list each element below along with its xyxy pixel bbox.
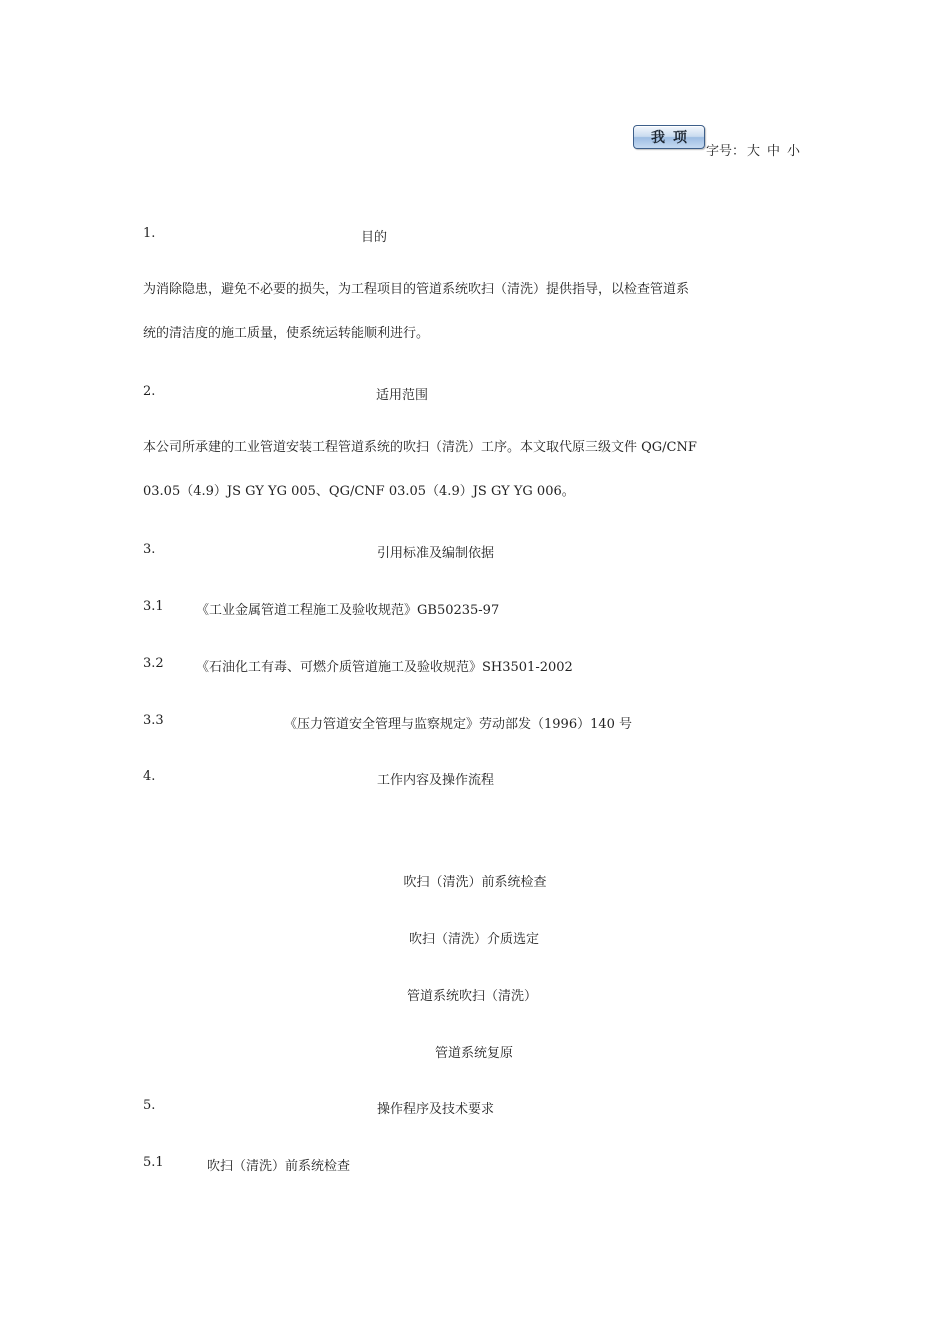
toolbar-button[interactable] <box>633 125 705 149</box>
section-2-paragraph <box>143 426 808 514</box>
paragraph-line: 统的清洁度的施工质量，使系统运转能顺利进行。 <box>143 326 430 341</box>
section-4-number: 4. <box>143 769 156 784</box>
section-1-number: 1. <box>143 226 156 241</box>
font-size-small-link[interactable]: 小 <box>787 144 801 159</box>
section-1-paragraph <box>143 268 808 356</box>
section-5-number: 5. <box>143 1098 156 1113</box>
section-3-1-number: 3.1 <box>143 599 164 614</box>
font-size-medium-link[interactable]: 中 <box>767 144 781 159</box>
section-2-number: 2. <box>143 384 156 399</box>
toolbar-button-char-2: 项 <box>673 130 687 146</box>
font-size-label: 字号： <box>706 144 746 159</box>
flow-step-4: 管道系统复原 <box>434 1046 514 1061</box>
flow-step-3: 管道系统吹扫（清洗） <box>406 989 538 1004</box>
paragraph-line: 03.05（4.9）JS GY YG 005、QG/CNF 03.05（4.9）JS GY YG 006。 <box>143 484 575 499</box>
paragraph-line: 本公司所承建的工业管道安装工程管道系统的吹扫（清洗）工序。本文取代原三级文件 QG/CNF <box>143 440 697 455</box>
section-3-2-number: 3.2 <box>143 656 164 671</box>
toolbar-button-char-1: 我 <box>651 130 665 146</box>
font-size-large-link[interactable]: 大 <box>747 144 761 159</box>
flow-step-1: 吹扫（清洗）前系统检查 <box>403 875 547 890</box>
section-2-title: 适用范围 <box>376 388 429 403</box>
flow-step-2: 吹扫（清洗）介质选定 <box>408 932 540 947</box>
font-size-control <box>706 140 807 159</box>
section-5-1-text: 吹扫（清洗）前系统检查 <box>207 1159 351 1174</box>
section-3-2-text: 《石油化工有毒、可燃介质管道施工及验收规范》SH3501-2002 <box>196 660 573 675</box>
section-3-3-number: 3.3 <box>143 713 164 728</box>
section-3-title: 引用标准及编制依据 <box>377 546 495 561</box>
section-3-1-text: 《工业金属管道工程施工及验收规范》GB50235-97 <box>196 603 500 618</box>
paragraph-line: 为消除隐患，避免不必要的损失，为工程项目的管道系统吹扫（清洗）提供指导，以检查管道系 <box>143 282 690 297</box>
section-3-3-text: 《压力管道安全管理与监察规定》劳动部发（1996）140 号 <box>284 717 633 732</box>
section-4-title: 工作内容及操作流程 <box>377 773 495 788</box>
section-3-number: 3. <box>143 542 156 557</box>
section-5-title: 操作程序及技术要求 <box>377 1102 495 1117</box>
section-1-title: 目的 <box>361 230 388 245</box>
section-5-1-number: 5.1 <box>143 1155 164 1170</box>
